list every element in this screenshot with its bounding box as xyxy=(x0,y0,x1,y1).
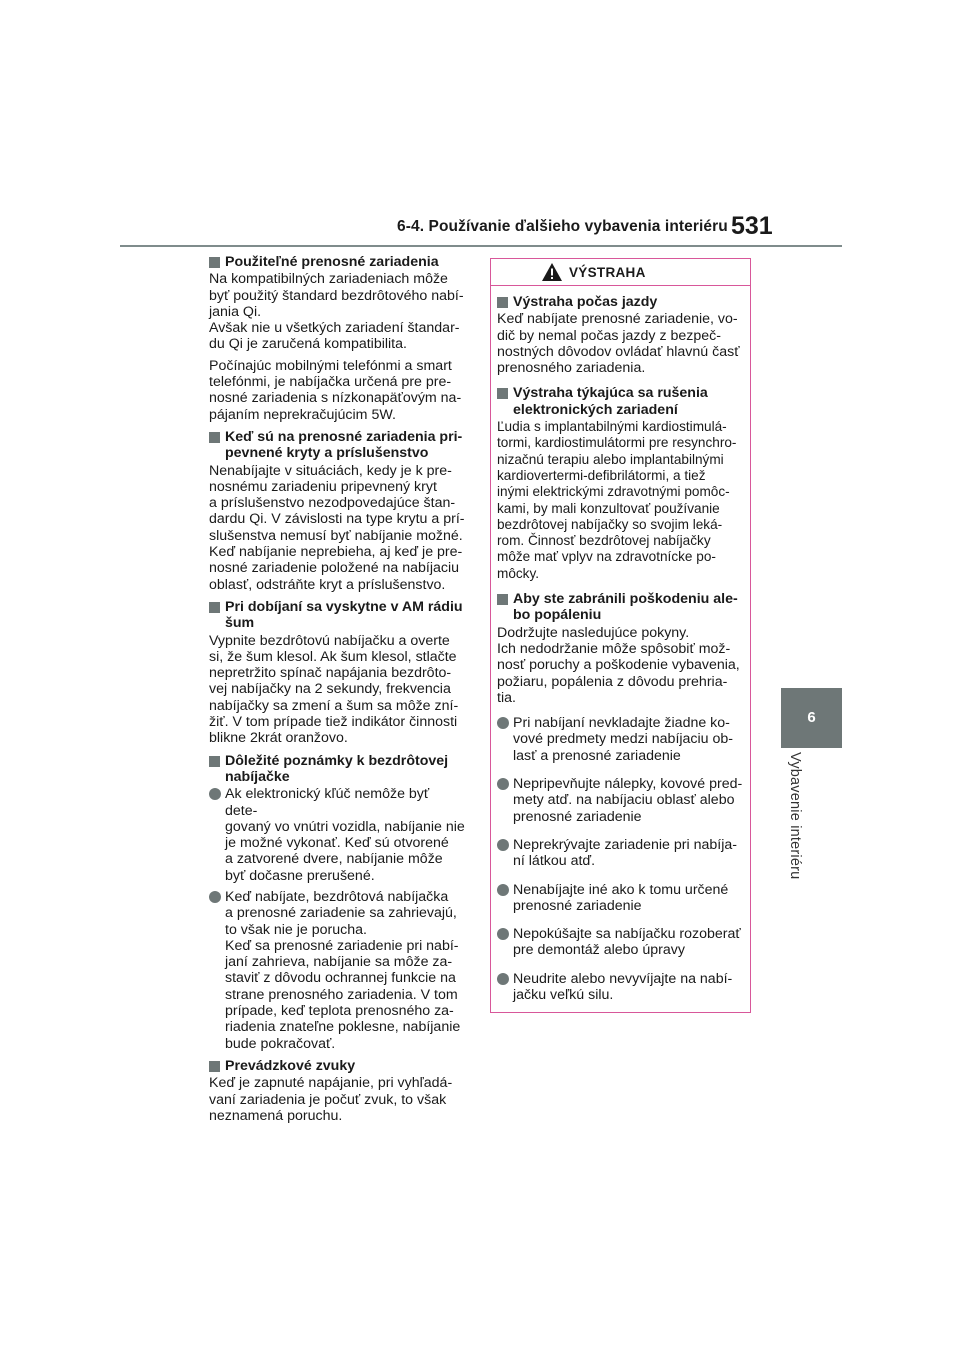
warning-triangle-icon xyxy=(541,262,563,282)
warning-header xyxy=(491,259,750,286)
warning-section-driving xyxy=(497,294,744,376)
chapter-tab: 6 xyxy=(781,688,842,748)
bullet-dot-icon xyxy=(497,839,509,851)
section-square-icon xyxy=(497,297,508,308)
page-number: 531 xyxy=(731,212,773,240)
section-square-icon xyxy=(209,257,220,268)
list-item: Keď nabíjate, bezdrôtová nabíjačka a prenosné zariadenie sa zahrievajú, to však nie je porucha. Keď sa prenosné zariadenie pri nabí- janí zahrieva, nabíjanie sa môže za- staviť z dôvodu ochrannej funkcie na strane prenosného zariadenia. V tom prípade, keď teplota prenosného za- riadenia znateľne poklesne, nabíjanie bude pokračovať. xyxy=(209,889,465,1052)
section-title: Použiteľné prenosné zariadenia xyxy=(225,254,439,270)
list-item: Nenabíjajte iné ako k tomu určené prenosné zariadenie xyxy=(497,882,744,915)
paragraph: Keď je zapnuté napájanie, pri vyhľadá- vaní zariadenia je počuť zvuk, to však neznamená poruchu. xyxy=(209,1075,453,1124)
bullet-dot-icon xyxy=(497,928,509,940)
section-square-icon xyxy=(497,388,508,399)
bullet-dot-icon xyxy=(209,788,221,800)
warning-body xyxy=(491,286,750,1003)
section-title: Výstraha počas jazdy xyxy=(513,294,658,310)
chapter-side-label: Vybavenie interiéru xyxy=(787,752,803,880)
bullet-dot-icon xyxy=(497,717,509,729)
section-square-icon xyxy=(209,756,220,767)
section-compatible-devices xyxy=(209,254,465,423)
header-divider xyxy=(120,245,842,247)
paragraph: Vypnite bezdrôtovú nabíjačku a overte si, že šum klesol. Ak šum klesol, stlačte nepretržito spínač napájania bezdrôto- vej nabíjačky na 2 sekundy, frekvencia nabíjačky sa zmení a šum sa môže zní- žiť. V tom prípade tiež indikátor činnosti blikne 2krát oranžovo. xyxy=(209,632,459,747)
bullet-dot-icon xyxy=(209,891,221,903)
section-square-icon xyxy=(209,1061,220,1072)
paragraph: Ľudia s implantabilnými kardiostimulá- tormi, kardiostimulátormi pre resynchro- nizačnú terapiu alebo implantabilnými kardiovertermi-defibrilátormi, a tiež inými elektrickými zdravotnými pomôc- kami, by mali konzultovať používanie bezdrôtovej nabíjačky so svojim leká- rom. Činnosť bezdrôtovej nabíjačky môže mať vplyv na zdravotnícke po- môcky. xyxy=(497,419,737,581)
paragraph: Keď nabíjate prenosné zariadenie, vo- dič by nemal počas jazdy z bezpeč- nostných dôvodov ovládať hlavnú časť prenosného zariadenia. xyxy=(497,311,740,377)
bullet-dot-icon xyxy=(497,973,509,985)
list-item: Nepokúšajte sa nabíjačku rozoberať pre demontáž alebo úpravy xyxy=(497,926,744,959)
section-title: Aby ste zabránili poškodeniu ale- bo popáleniu xyxy=(513,591,738,624)
section-covers-accessories xyxy=(209,429,465,593)
warning-label: VÝSTRAHA xyxy=(569,265,646,280)
left-column xyxy=(209,254,465,1130)
paragraph: Počínajúc mobilnými telefónmi a smart telefónmi, je nabíjačka určená pre pre- nosné zariadenia s nízkonapäťovým na- pájaním neprekračujúcim 5W. xyxy=(209,357,462,423)
section-important-notes xyxy=(209,753,465,1052)
section-operating-sounds xyxy=(209,1058,465,1124)
section-square-icon xyxy=(209,432,220,443)
list-item: Pri nabíjaní nevkladajte žiadne ko- vové predmety medzi nabíjaciu ob- lasť a prenosné zariadenie xyxy=(497,715,744,764)
section-title: Výstraha týkajúca sa rušenia elektronických zariadení xyxy=(513,385,708,418)
section-title: Keď sú na prenosné zariadenia pri- pevnené kryty a príslušenstvo xyxy=(225,428,463,462)
section-title: Prevádzkové zvuky xyxy=(225,1057,356,1074)
section-am-noise xyxy=(209,599,465,747)
bullet-dot-icon xyxy=(497,778,509,790)
section-header-title: 6-4. Používanie ďalšieho vybavenia interiéru xyxy=(397,218,728,235)
list-item: Neudrite alebo nevyvíjajte na nabí- jačku veľkú silu. xyxy=(497,971,744,1004)
paragraph: Nenabíjajte v situáciách, kedy je k pre- nosnému zariadeniu pripevnený kryt a príslušenstvo nezodpovedajúce štan- dardu Qi. V závislosti na type krytu a prí- slušenstva nemusí byť nabíjanie možné. Keď nabíjanie neprebieha, aj keď je pre- nosné zariadenie položené na nabíjaciu oblasť, odstráňte kryt a príslušenstvo. xyxy=(209,462,465,593)
list-item: Ak elektronický kľúč nemôže byť dete- govaný vo vnútri vozidla, nabíjanie nie je možné vykonať. Keď sú otvorené a zatvorené dvere, nabíjanie môže byť dočasne prerušené. xyxy=(209,786,465,884)
chapter-side-label-wrap xyxy=(787,752,811,1002)
bullet-dot-icon xyxy=(497,884,509,896)
section-title: Pri dobíjaní sa vyskytne v AM rádiu šum xyxy=(225,598,463,632)
section-square-icon xyxy=(209,602,220,613)
list-item: Neprekrývajte zariadenie pri nabíja- ní látkou atď. xyxy=(497,837,744,870)
warning-section-interference xyxy=(497,385,744,582)
warning-section-damage xyxy=(497,591,744,1003)
paragraph: Na kompatibilných zariadeniach môže byť použitý štandard bezdrôtového nabí- jania Qi. Avšak nie u všetkých zariadení štandar- du Qi je zaručená kompatibilita. xyxy=(209,271,464,353)
section-square-icon xyxy=(497,594,508,605)
paragraph: Dodržujte nasledujúce pokyny. Ich nedodržanie môže spôsobiť mož- nosť poruchy a poškodenie vybavenia, požiaru, popálenia z dôvodu prehria- tia. xyxy=(497,624,740,706)
list-item: Nepripevňujte nálepky, kovové pred- mety atď. na nabíjaciu oblasť alebo prenosné zariadenie xyxy=(497,776,744,825)
warning-box xyxy=(490,258,751,1013)
section-title: Dôležité poznámky k bezdrôtovej nabíjačke xyxy=(225,752,449,785)
